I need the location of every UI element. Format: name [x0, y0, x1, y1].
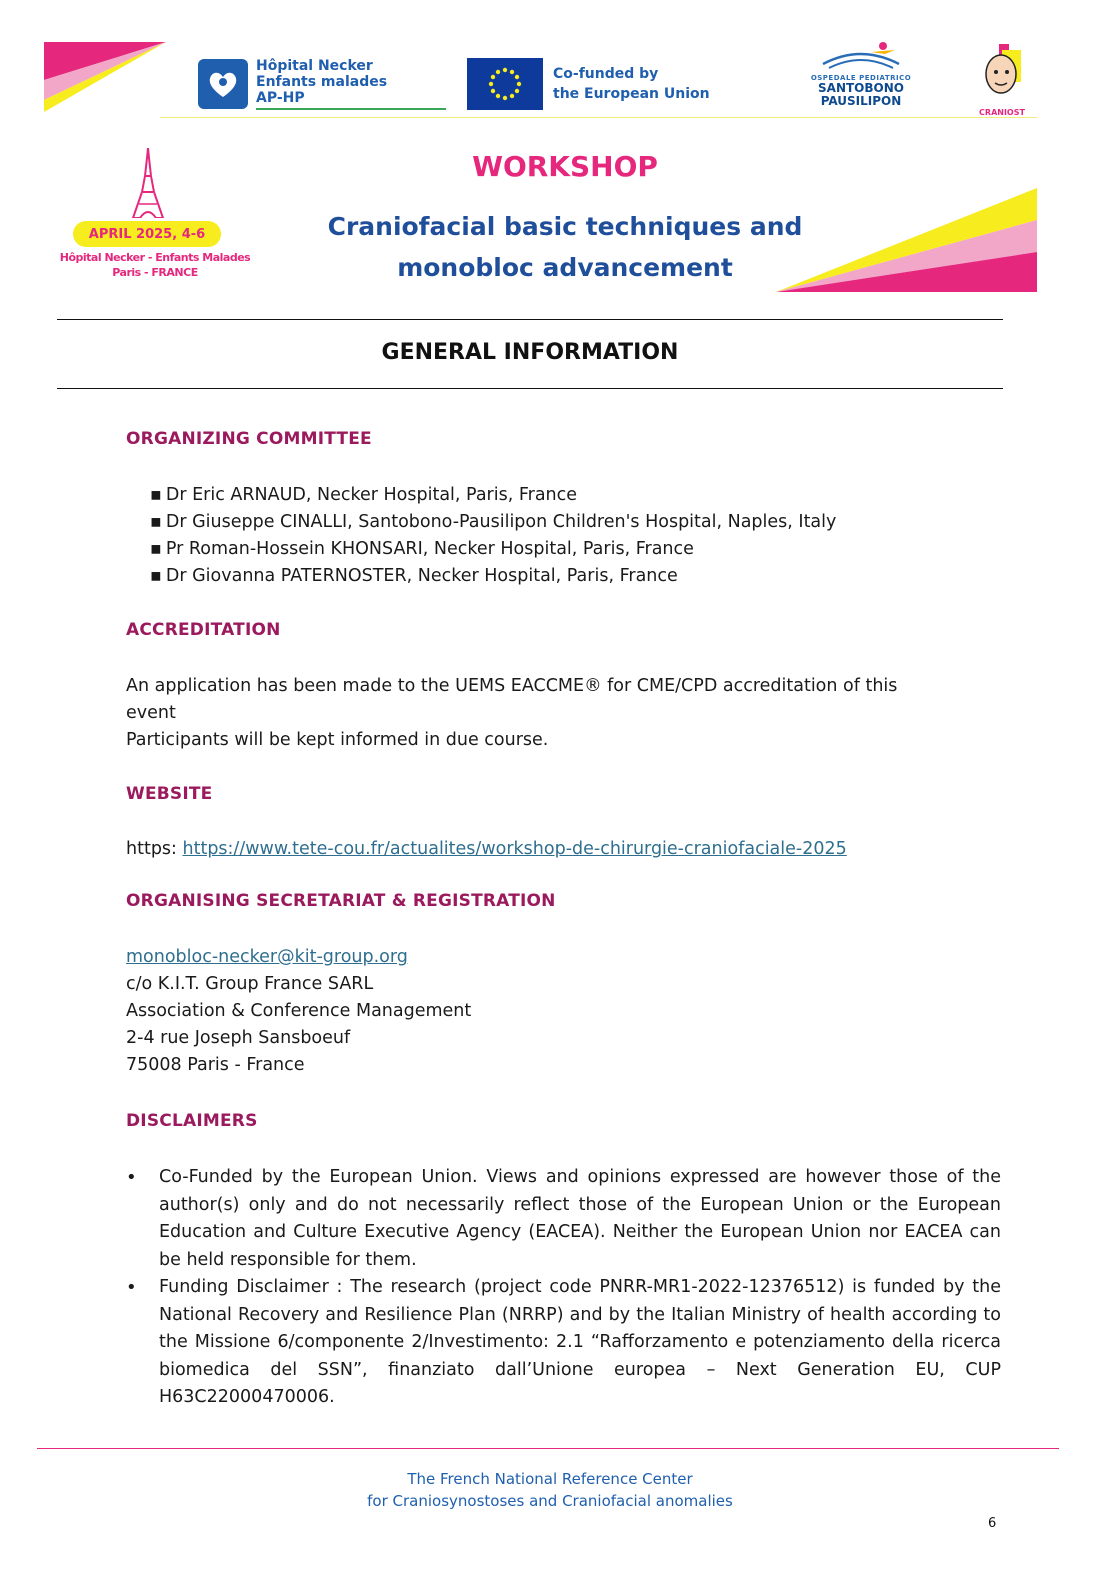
footer-line2: for Craniosynostoses and Craniofacial anomalies	[367, 1492, 733, 1510]
secretariat-address-line: c/o K.I.T. Group France SARL	[126, 974, 374, 994]
santobono-logo-small: OSPEDALE PEDIATRICO	[810, 74, 912, 82]
secretariat-address-line: 75008 Paris - France	[126, 1055, 305, 1075]
committee-member: ▪ Dr Eric ARNAUD, Necker Hospital, Paris, France	[150, 482, 836, 509]
website-heading: WEBSITE	[126, 784, 213, 804]
workshop-title-line2: monobloc advancement	[397, 253, 733, 282]
eu-cofunded-logo	[467, 58, 710, 110]
secretariat-block	[126, 944, 986, 1079]
eiffel-tower-icon	[130, 148, 166, 218]
secretariat-address-line: 2-4 rue Joseph Sansboeuf	[126, 1028, 351, 1048]
accreditation-line2: event	[126, 703, 176, 723]
secretariat-address-line: Association & Conference Management	[126, 1001, 472, 1021]
organizing-committee-heading: ORGANIZING COMMITTEE	[126, 429, 372, 449]
eu-flag-icon	[467, 58, 543, 110]
event-date-badge: APRIL 2025, 4-6	[73, 221, 221, 247]
workshop-title	[300, 206, 830, 288]
bottom-rule	[57, 388, 1003, 389]
necker-logo-line2: Enfants malades	[256, 74, 388, 90]
craniost-face-icon	[977, 42, 1027, 102]
santobono-figure-icon	[821, 40, 901, 70]
disclaimers-list	[126, 1164, 1001, 1412]
necker-heart-icon	[198, 59, 248, 109]
footer-text	[300, 1468, 800, 1512]
decorative-stripes-top-left	[44, 42, 169, 112]
santobono-pausilipon-logo	[808, 40, 914, 108]
event-venue-line2: Paris - FRANCE	[112, 266, 198, 279]
committee-member: ▪ Dr Giovanna PATERNOSTER, Necker Hospital, Paris, France	[150, 563, 836, 590]
accreditation-line3: Participants will be kept informed in due course.	[126, 730, 549, 750]
footer-line1: The French National Reference Center	[407, 1470, 693, 1488]
secretariat-heading: ORGANISING SECRETARIAT & REGISTRATION	[126, 891, 556, 911]
necker-logo-line3: AP-HP	[256, 90, 446, 110]
craniost-logo	[974, 42, 1030, 117]
workshop-title-line1: Craniofacial basic techniques and	[327, 212, 803, 241]
accreditation-line1: An application has been made to the UEMS EACCME® for CME/CPD accreditation of this	[126, 676, 898, 696]
website-link[interactable]: https://www.tete-cou.fr/actualites/workshop-de-chirurgie-craniofaciale-2025	[182, 839, 847, 859]
website-line	[126, 836, 986, 863]
disclaimers-heading: DISCLAIMERS	[126, 1111, 258, 1131]
disclaimer-item: • Funding Disclaimer : The research (project code PNRR-MR1-2022-12376512) is funded by the National Recovery and Resilience Plan (NRRP) and by the Italian Ministry of health according to the Missione 6/componente 2/Investimento: 2.1 “Rafforzamento e potenziamento della ricerca biomedica del SSN”, finanziato dall’Unione europea – Next Generation EU, CUP H63C22000470006.	[126, 1274, 1001, 1412]
section-title: GENERAL INFORMATION	[381, 340, 679, 365]
eu-logo-line2: the European Union	[553, 86, 710, 102]
page-number: 6	[988, 1516, 997, 1531]
secretariat-email-link[interactable]: monobloc-necker@kit-group.org	[126, 947, 408, 967]
eu-logo-line1: Co-funded by	[553, 66, 659, 82]
craniost-label: CRANIOST	[979, 108, 1025, 117]
accreditation-heading: ACCREDITATION	[126, 620, 281, 640]
decorative-stripes-right	[776, 188, 1037, 292]
committee-member: ▪ Dr Giuseppe CINALLI, Santobono-Pausilipon Children's Hospital, Naples, Italy	[150, 509, 836, 536]
santobono-logo-line2: PAUSILIPON	[820, 94, 902, 108]
footer-divider	[37, 1448, 1059, 1449]
committee-member: ▪ Pr Roman-Hossein KHONSARI, Necker Hospital, Paris, France	[150, 536, 836, 563]
event-venue-line1: Hôpital Necker - Enfants Malades	[59, 251, 251, 264]
header-divider	[160, 117, 1037, 118]
necker-logo-line1: Hôpital Necker	[256, 58, 373, 74]
top-rule	[57, 319, 1003, 320]
committee-list	[150, 482, 836, 590]
event-venue	[50, 250, 260, 280]
santobono-logo-line1: SANTOBONO	[818, 81, 904, 95]
accreditation-text	[126, 673, 986, 754]
workshop-label: WORKSHOP	[472, 150, 658, 183]
necker-hospital-logo	[198, 58, 446, 110]
website-prefix: https:	[126, 839, 183, 859]
disclaimer-item: • Co-Funded by the European Union. Views and opinions expressed are however those of the author(s) only and do not necessarily reflect those of the European Union or the European Education and Culture Executive Agency (EACEA). Neither the European Union nor EACEA can be held responsible for them.	[126, 1164, 1001, 1274]
